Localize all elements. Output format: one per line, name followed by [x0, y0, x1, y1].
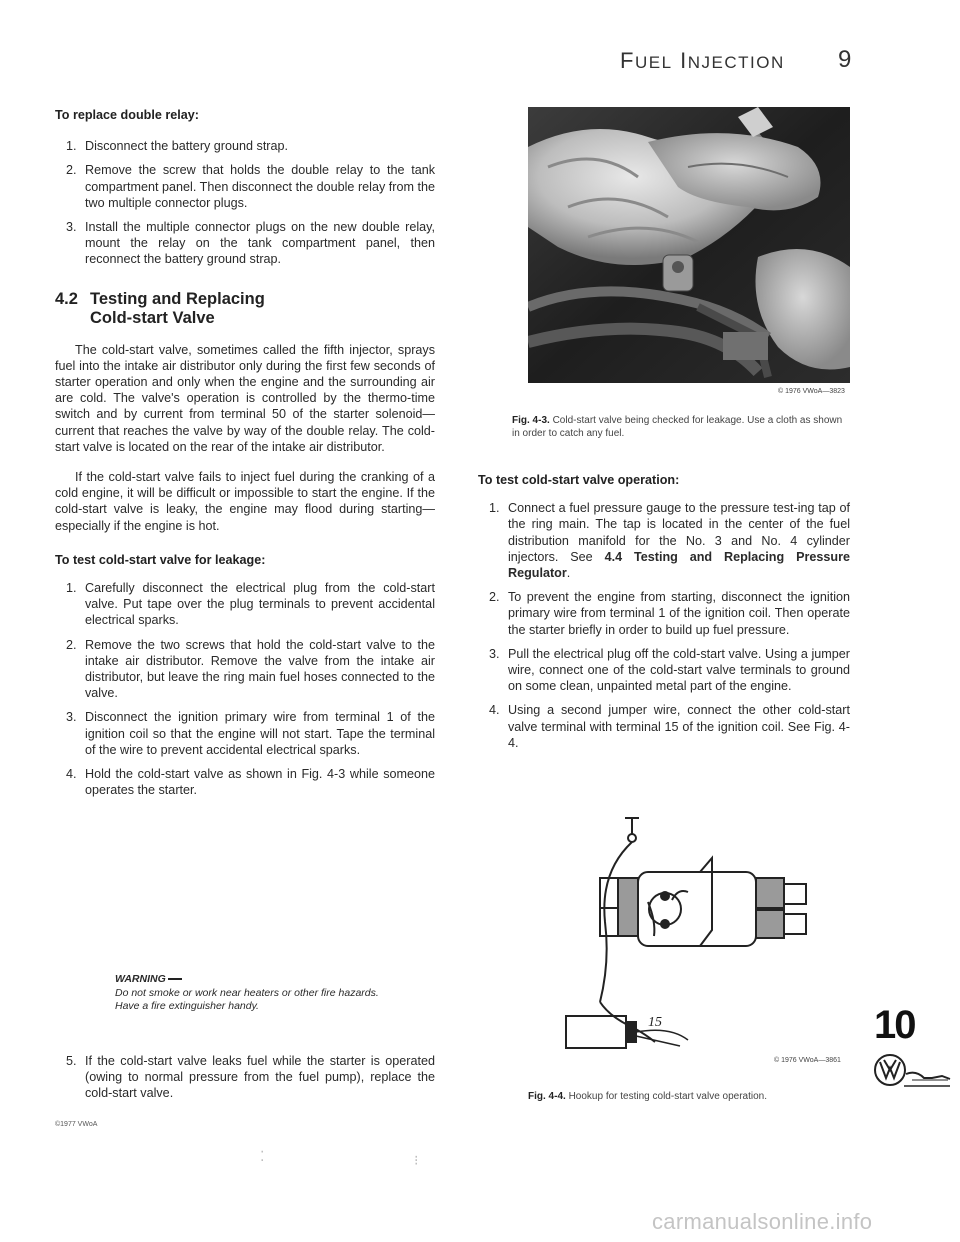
step-number: 1. [66, 581, 77, 596]
hookup-diagram [560, 812, 820, 1052]
list-item [478, 500, 850, 581]
step-text: Remove the two screws that hold the cold-start valve to the intake air distributor. Remove the valve from the intake air distributor, but leave the ring main fuel hoses connected to the valve. [85, 637, 435, 701]
step-text: To prevent the engine from starting, disconnect the ignition primary wire from terminal 1 of the ignition coil. Then operate the starter briefly in order to build up fuel pressure. [508, 590, 850, 637]
leak-step-5 [55, 1053, 435, 1110]
scan-artifact: ⁚ [260, 1148, 265, 1164]
figure-label: Fig. 4-4. [528, 1091, 566, 1102]
fig-4-3-caption [512, 414, 850, 440]
warning-text: Do not smoke or work near heaters or other fire hazards. Have a fire extinguisher handy. [115, 986, 379, 1012]
right-column [478, 472, 850, 759]
step-number: 3. [489, 646, 500, 661]
step-text: Carefully disconnect the electrical plug from the cold-start valve. Put tape over the plug terminals to prevent accidental electrical sparks. [85, 581, 435, 628]
warning-title: WARNING [115, 973, 395, 987]
step-text: Install the multiple connector plugs on the new double relay, mount the relay on the tank compartment panel, then reconnect the battery ground strap. [85, 220, 435, 267]
step-number: 5. [66, 1054, 77, 1068]
list-item [55, 766, 435, 798]
list-item [55, 219, 435, 268]
step-number: 4. [489, 703, 500, 718]
photo-image [528, 107, 850, 383]
figure-caption-text: Hookup for testing cold-start valve operation. [568, 1091, 768, 1102]
list-item [478, 589, 850, 638]
step-text: Disconnect the ignition primary wire from terminal 1 of the ignition coil so that the engine will not start. Tape the terminal of the wire to prevent accidental electrical sparks. [85, 710, 435, 757]
watermark-text: carmanualsonline.info [652, 1209, 873, 1234]
section-heading [55, 290, 435, 328]
relay-heading: To replace double relay: [55, 108, 199, 122]
section-tab-number: 10 [874, 1003, 915, 1047]
page-number: 9 [838, 46, 852, 73]
header-letter-i: I [680, 48, 688, 73]
hookup-diagram-image [560, 812, 820, 1052]
step-number: 4. [66, 767, 77, 782]
list-item [55, 138, 435, 154]
relay-steps [55, 138, 435, 267]
fig-4-4-caption [528, 1090, 858, 1103]
operation-heading: To test cold-start valve operation: [478, 473, 680, 487]
step-text: Disconnect the battery ground strap. [85, 139, 289, 154]
leak-steps-continued [55, 1053, 435, 1102]
list-item [55, 1053, 435, 1102]
step-text: Using a second jumper wire, connect the other cold-start valve terminal with terminal 15 of the ignition coil. See Fig. 4-4. [508, 703, 850, 750]
step-text: Hold the cold-start valve as shown in Fig. 4-3 while someone operates the starter. [85, 767, 435, 798]
left-column [55, 107, 435, 807]
step-number: 2. [66, 163, 77, 178]
list-item [55, 709, 435, 758]
operation-steps [478, 500, 850, 751]
intro-paragraph: The cold-start valve, sometimes called the fifth injector, sprays fuel into the intake air distributor only during the first few seconds of starter operation and only when the engine and the surrounding air are cold. The valve's operation is controlled by the thermo-time switch and by current from terminal 50 of the starter solenoid—current that reaches the valve by way of the double relay. The cold-start valve is located on the rear of the intake air distributor. [55, 342, 435, 454]
section-title-line1: Testing and Replacing [90, 289, 265, 308]
cold-start-valve-photo [528, 107, 850, 383]
step-number: 2. [66, 637, 77, 652]
list-item [55, 580, 435, 629]
leak-heading: To test cold-start valve for leakage: [55, 552, 266, 567]
step-text: If the cold-start valve leaks fuel while the starter is operated (owing to normal pressure from the fuel pump), replace the cold-start valve. [85, 1054, 435, 1101]
step-number: 1. [489, 501, 500, 516]
step-number: 1. [66, 139, 77, 154]
section-number: 4.2 [55, 289, 78, 308]
running-header [620, 48, 785, 74]
photo-credit: © 1976 VWoA—3823 [778, 388, 845, 395]
cross-reference: 4.4 Testing and Replacing Pressure Regulator [508, 549, 850, 581]
header-word-uel: UEL [634, 53, 673, 72]
leak-steps [55, 580, 435, 798]
step-number: 3. [66, 710, 77, 725]
flood-paragraph: If the cold-start valve fails to inject fuel during the cranking of a cold engine, it will be difficult or impossible to start the engine. If the cold-start valve is leaky, the engine may flood during starting—especially if the engine is hot. [55, 470, 435, 533]
step-text-end: . [566, 566, 571, 581]
terminal-15-label: 15 [648, 1015, 662, 1030]
vw-logo-icon [872, 1050, 952, 1101]
section-title-line2: Cold-start Valve [90, 308, 215, 327]
list-item [55, 637, 435, 702]
warning-box [115, 973, 395, 1014]
list-item [478, 646, 850, 695]
figure-label: Fig. 4-3. [512, 415, 550, 426]
step-number: 3. [66, 220, 77, 235]
list-item [55, 162, 435, 211]
scan-artifact: ⁝ [414, 1152, 419, 1168]
step-number: 2. [489, 590, 500, 605]
step-text: Connect a fuel pressure gauge to the pressure test-ing tap of the ring main. The tap is located in the center of the fuel distribution manifold for the No. 3 and No. 4 cylinder injectors. See [508, 501, 850, 564]
step-text: Pull the electrical plug off the cold-start valve. Using a jumper wire, connect one of the cold-start valve terminals to ground on some clean, unpainted metal part of the engine. [508, 646, 850, 694]
figure-caption-text: Cold-start valve being checked for leakage. Use a cloth as shown in order to catch any fuel. [512, 415, 843, 439]
header-word-njection: NJECTION [687, 53, 785, 72]
diagram-credit: © 1976 VWoA—3861 [774, 1057, 841, 1064]
step-text: Remove the screw that holds the double relay to the tank compartment panel. Then disconnect the double relay from the two multiple connector plugs. [85, 163, 435, 210]
copyright-footer: ©1977 VWoA [55, 1121, 98, 1128]
list-item [478, 702, 850, 751]
header-letter-f: F [620, 48, 635, 73]
